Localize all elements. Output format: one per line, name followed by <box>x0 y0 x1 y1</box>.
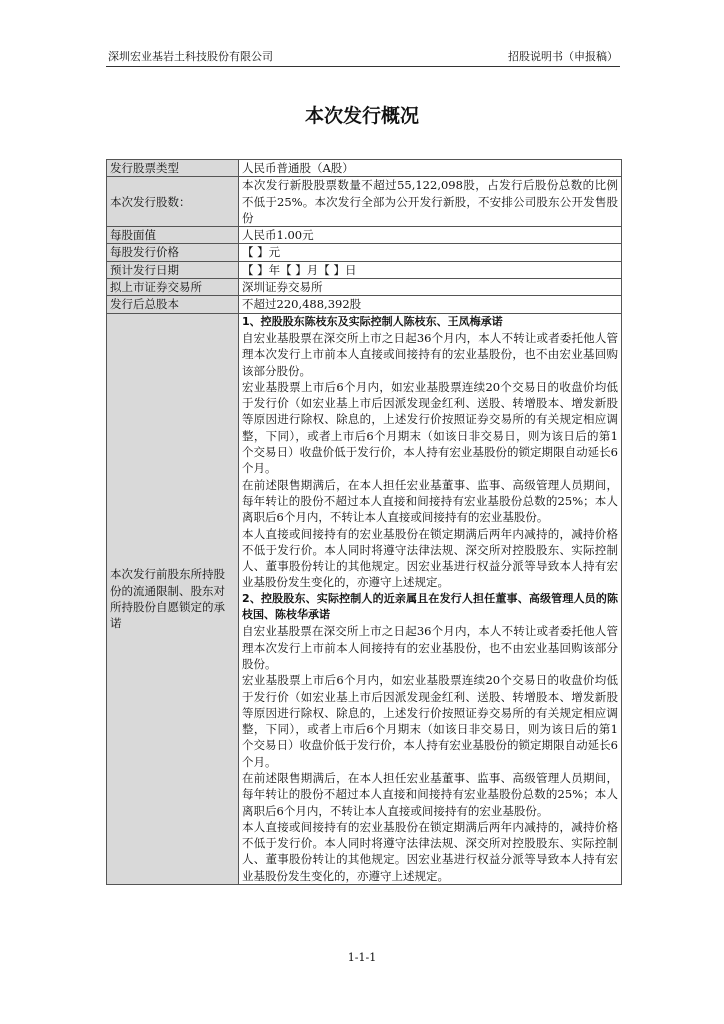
row-value: 人民币1.00元 <box>239 227 622 244</box>
section-paragraph: 本人直接或间接持有的宏业基股份在锁定期满后两年内减持的，减持价格不低于发行价。本人同时将遵守法律法规、深交所对控股股东、实际控制人、董事股份转让的其他规定。因宏业基进行权益分派等导致本人持有宏业基股份发生变化的，亦遵守上述规定。 <box>242 526 618 590</box>
table-row <box>107 244 622 261</box>
section-paragraph: 宏业基股票上市后6个月内，如宏业基股票连续20个交易日的收盘价均低于发行价（如宏业基上市后因派发现金红利、送股、转增股本、增发新股等原因进行除权、除息的，上述发行价按照证券交易所的有关规定相应调整，下同），或者上市后6个月期末（如该日非交易日，则为该日后的第1个交易日）收盘价低于发行价，本人持有宏业基股份的锁定期限自动延长6个月。 <box>242 673 618 769</box>
table-row <box>107 227 622 244</box>
header-doc-type: 招股说明书（申报稿） <box>508 50 618 63</box>
section-paragraph: 宏业基股票上市后6个月内，如宏业基股票连续20个交易日的收盘价均低于发行价（如宏业基上市后因派发现金红利、送股、转增股本、增发新股等原因进行除权、除息的，上述发行价按照证券交易所的有关规定相应调整，下同），或者上市后6个月期末（如该日非交易日，则为该日后的第1个交易日）收盘价低于发行价，本人持有宏业基股份的锁定期限自动延长6个月。 <box>242 379 618 476</box>
row-label: 每股发行价格 <box>107 244 239 261</box>
section-paragraph: 在前述限售期满后，在本人担任宏业基董事、监事、高级管理人员期间，每年转让的股份不超过本人直接和间接持有宏业基股份总数的25%；本人离职后6个月内，不转让本人直接或间接持有的宏业基股份。 <box>242 770 618 818</box>
row-label: 每股面值 <box>107 227 239 244</box>
commitment-content <box>239 313 622 884</box>
table-row <box>107 177 622 227</box>
header-company: 深圳宏业基岩土科技股份有限公司 <box>108 50 273 63</box>
row-value: 【 】年【 】月【 】日 <box>239 261 622 278</box>
section-paragraph: 自宏业基股票在深交所上市之日起36个月内，本人不转让或者委托他人管理本次发行上市前本人间接持有的宏业基股份，也不由宏业基回购该部分股份。 <box>242 624 618 671</box>
row-label: 预计发行日期 <box>107 261 239 278</box>
section-paragraph: 在前述限售期满后，在本人担任宏业基董事、监事、高级管理人员期间，每年转让的股份不超过本人直接和间接持有宏业基股份总数的25%；本人离职后6个月内，不转让本人直接或间接持有的宏业基股份。 <box>242 477 618 525</box>
offering-summary-table <box>106 159 622 885</box>
page-title: 本次发行概况 <box>304 105 419 127</box>
table-row <box>107 279 622 296</box>
table-row-commitment <box>107 313 622 884</box>
commitment-label: 本次发行前股东所持股份的流通限制、股东对所持股份自愿锁定的承诺 <box>107 313 239 884</box>
section-paragraph: 本人直接或间接持有的宏业基股份在锁定期满后两年内减持的，减持价格不低于发行价。本人同时将遵守法律法规、深交所对控股股东、实际控制人、董事股份转让的其他规定。因宏业基进行权益分派等导致本人持有宏业基股份发生变化的，亦遵守上述规定。 <box>242 819 618 883</box>
row-label: 拟上市证券交易所 <box>107 279 239 296</box>
table-row <box>107 160 622 177</box>
row-value: 本次发行新股股票数量不超过55,122,098股，占发行后股份总数的比例不低于25%。本次发行全部为公开发行新股，不安排公司股东公开发售股份 <box>239 177 622 227</box>
section-paragraph: 自宏业基股票在深交所上市之日起36个月内，本人不转让或者委托他人管理本次发行上市前本人直接或间接持有的宏业基股份，也不由宏业基回购该部分股份。 <box>242 330 618 378</box>
table-row <box>107 261 622 278</box>
row-value: 不超过220,488,392股 <box>239 296 622 313</box>
row-value: 【 】元 <box>239 244 622 261</box>
row-value: 深圳证券交易所 <box>239 279 622 296</box>
row-label: 发行后总股本 <box>107 296 239 313</box>
row-label: 本次发行股数： <box>107 177 239 227</box>
page-header <box>106 50 620 67</box>
section-heading: 2、控股股东、实际控制人的近亲属且在发行人担任董事、高级管理人员的陈枝国、陈枝华承诺 <box>242 591 618 622</box>
section-heading: 1、控股股东陈枝东及实际控制人陈枝东、王凤梅承诺 <box>242 314 503 328</box>
row-label: 发行股票类型 <box>107 160 239 177</box>
row-value: 人民币普通股（A股） <box>239 160 622 177</box>
page-number: 1-1-1 <box>347 951 377 964</box>
table-row <box>107 296 622 313</box>
